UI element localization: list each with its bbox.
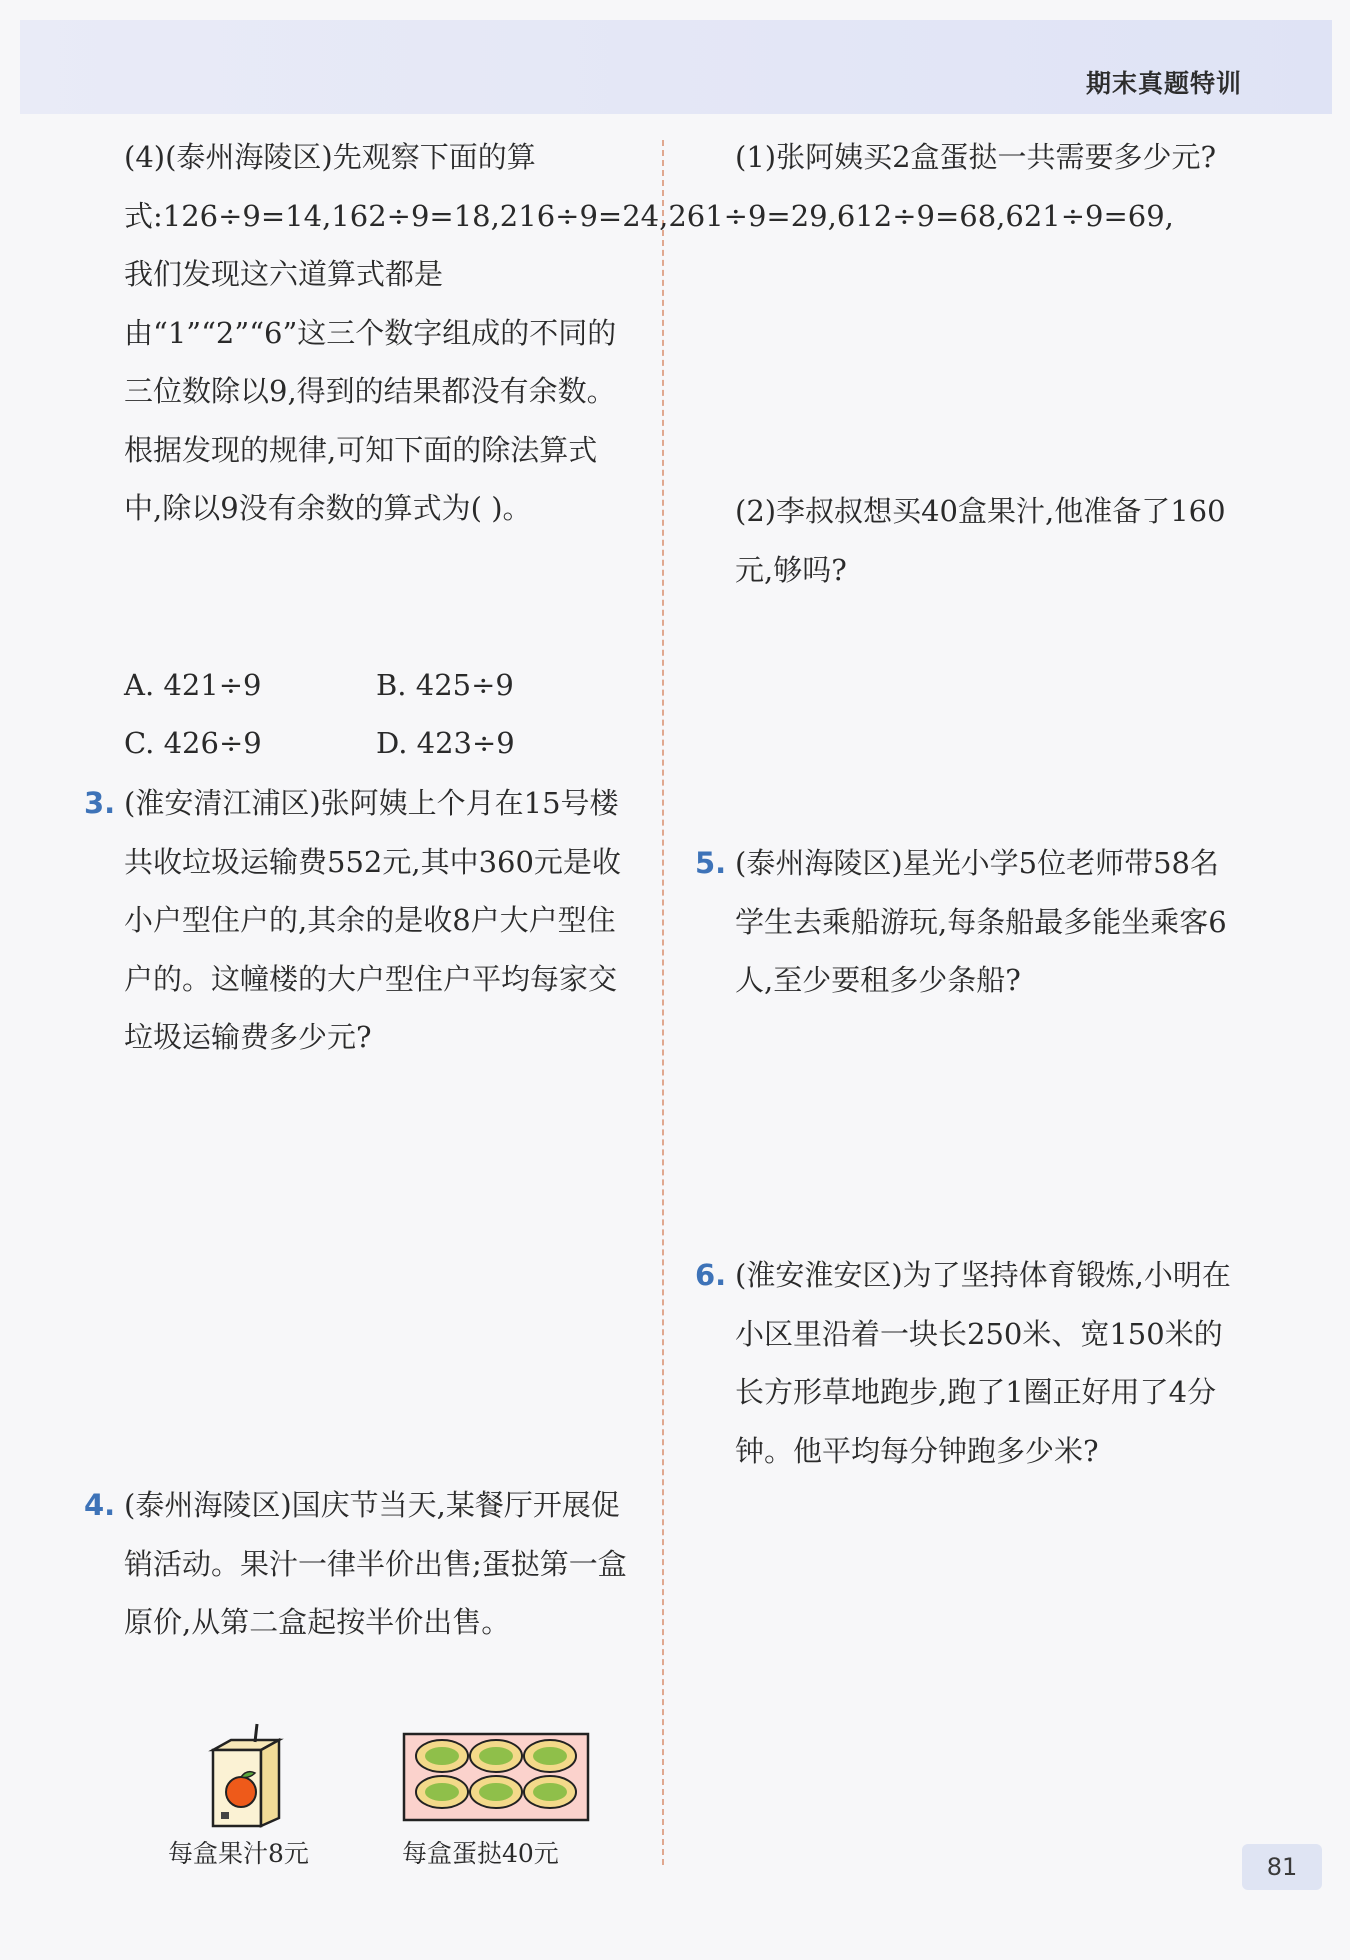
question-4-number: 4. xyxy=(84,1488,116,1522)
egg-tart-box-icon xyxy=(402,1728,590,1824)
question-6-text: (淮安淮安区)为了坚持体育锻炼,小明在小区里沿着一块长250米、宽150米的长方形草地跑步,跑了1圈正好用了4分钟。他平均每分钟跑多少米? xyxy=(735,1258,1231,1468)
question-5-text: (泰州海陵区)星光小学5位老师带58名学生去乘船游玩,每条船最多能坐乘客6人,至少要租多少条船? xyxy=(735,846,1227,997)
question-6 xyxy=(695,1246,1243,1480)
question-3-text: (淮安清江浦区)张阿姨上个月在15号楼共收垃圾运输费552元,其中360元是收小户型住户的,其余的是收8户大户型住户的。这幢楼的大户型住户平均每家交垃圾运输费多少元? xyxy=(124,786,621,1054)
question-3 xyxy=(84,774,630,1067)
juice-caption: 每盒果汁8元 xyxy=(168,1839,309,1868)
option-d: D. 423÷9 xyxy=(376,726,515,760)
question-4-2-text: (2)李叔叔想买40盒果汁,他准备了160元,够吗? xyxy=(735,494,1226,587)
option-a: A. 421÷9 xyxy=(124,668,262,702)
question-4-1-text: (1)张阿姨买2盒蛋挞一共需要多少元? xyxy=(735,140,1217,174)
question-4-1 xyxy=(735,128,1243,187)
question-2-4-text: (4)(泰州海陵区)先观察下面的算式:126÷9=14,162÷9=18,216÷9=24,261÷9=29,612÷9=68,621÷9=69,我们发现这六道算式都是由“1”“2”“6”这三个数字组成的不同的三位数除以9,得到的结果都没有余数。根据发现的规律,可知下面的除法算式中,除以9没有余数的算式为( )。 xyxy=(124,140,1174,525)
question-4-text: (泰州海陵区)国庆节当天,某餐厅开展促销活动。果汁一律半价出售;蛋挞第一盒原价,从第二盒起按半价出售。 xyxy=(124,1488,627,1639)
option-c: C. 426÷9 xyxy=(124,726,262,760)
question-6-number: 6. xyxy=(695,1258,727,1292)
question-5-number: 5. xyxy=(695,846,727,880)
juice-box-icon xyxy=(205,1722,287,1830)
page-header-title: 期末真题特训 xyxy=(1085,69,1242,98)
page-number: 81 xyxy=(1242,1844,1322,1890)
question-5 xyxy=(695,834,1243,1010)
option-b: B. 425÷9 xyxy=(376,668,514,702)
question-4 xyxy=(84,1476,630,1652)
egg-tart-caption: 每盒蛋挞40元 xyxy=(402,1839,559,1868)
question-3-number: 3. xyxy=(84,786,116,820)
column-divider xyxy=(662,140,664,1865)
question-4-2 xyxy=(735,482,1243,599)
